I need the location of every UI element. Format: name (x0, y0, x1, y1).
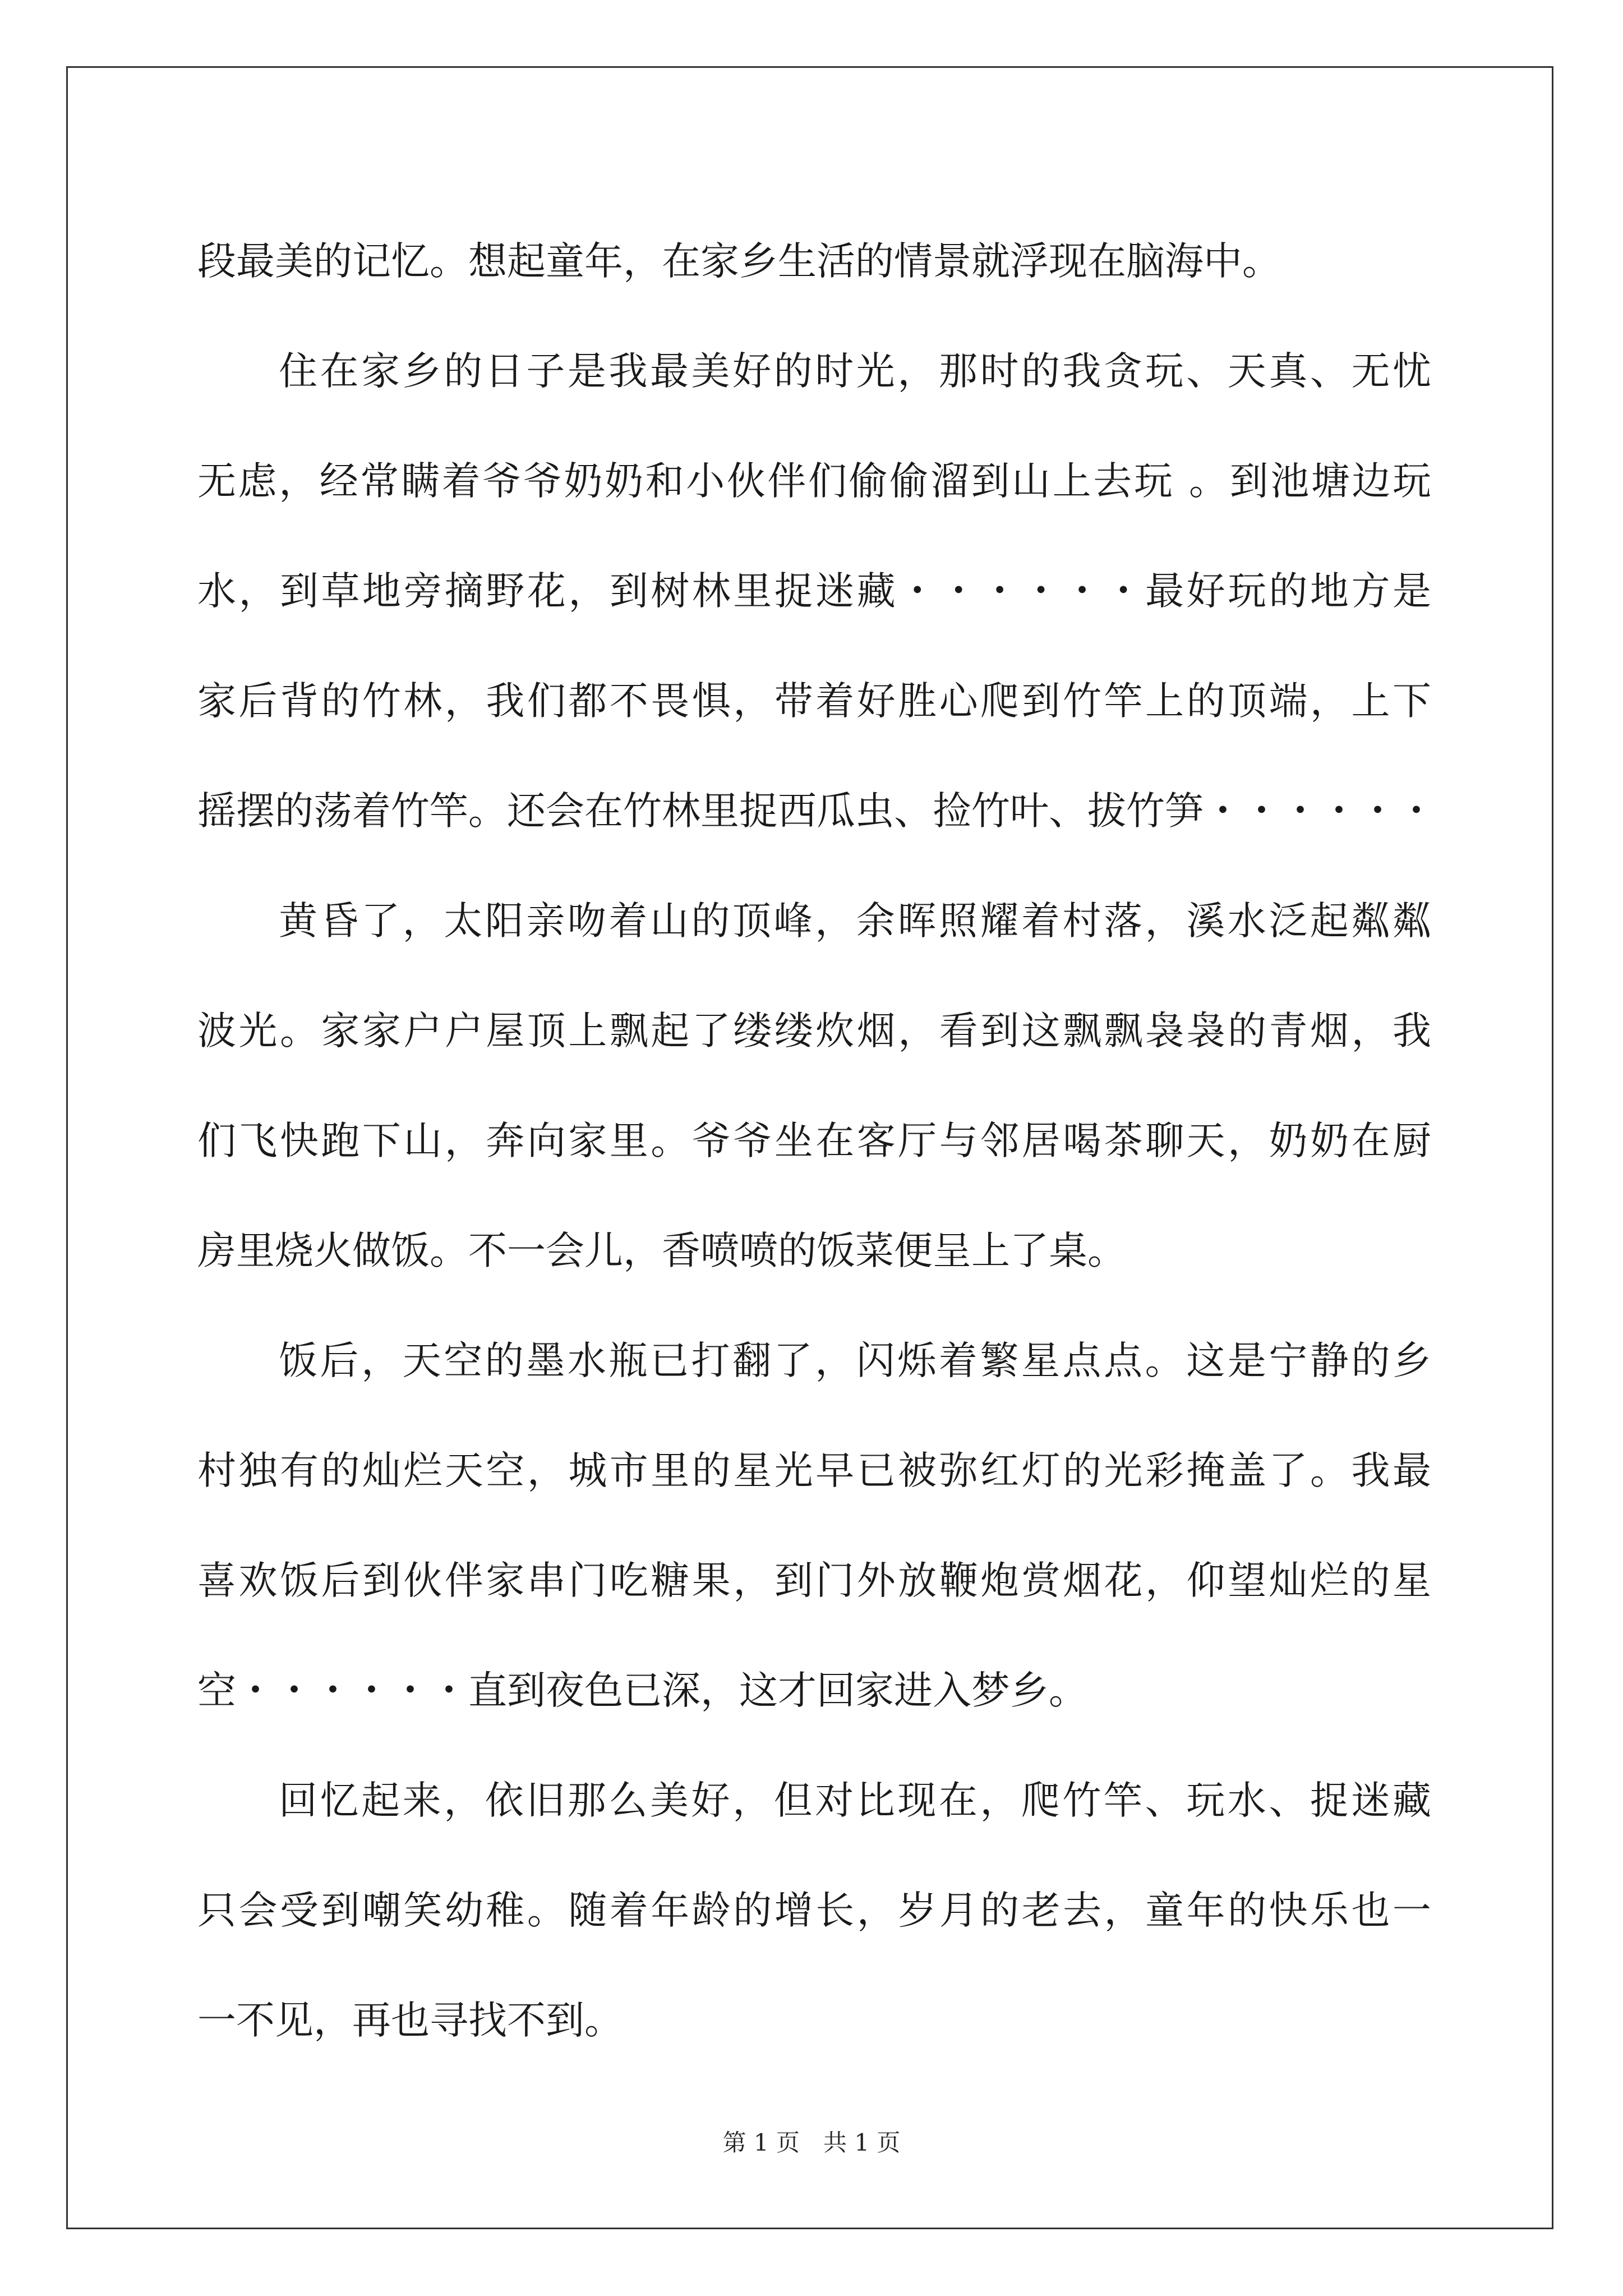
text-line-7: 黄昏了，太阳亲吻着山的顶峰，余晖照耀着村落，溪水泛起粼粼 (279, 899, 1431, 944)
text-line-13: 喜欢饭后到伙伴家串门吃糖果，到门外放鞭炮赏烟花，仰望灿烂的星 (197, 1558, 1431, 1603)
text-line-15: 回忆起来，依旧那么美好，但对比现在，爬竹竿、玩水、捉迷藏 (279, 1778, 1431, 1823)
text-line-11: 饭后，天空的墨水瓶已打翻了，闪烁着繁星点点。这是宁静的乡 (279, 1338, 1431, 1383)
text-line-12: 村独有的灿烂天空，城市里的星光早已被弥红灯的光彩掩盖了。我最 (197, 1448, 1431, 1493)
text-line-4: 水，到草地旁摘野花，到树林里捉迷藏・・・・・・最好玩的地方是 (197, 569, 1431, 614)
text-line-9: 们飞快跑下山，奔向家里。爷爷坐在客厅与邻居喝茶聊天，奶奶在厨 (197, 1119, 1431, 1163)
text-line-10: 房里烧火做饭。不一会儿，香喷喷的饭菜便呈上了桌。 (197, 1228, 1126, 1273)
text-line-17: 一不见，再也寻找不到。 (197, 1998, 623, 2043)
essay-body (197, 206, 1436, 2076)
text-line-14: 空・・・・・・直到夜色已深，这才回家进入梦乡。 (197, 1668, 1087, 1713)
text-line-1: 段最美的记忆。想起童年，在家乡生活的情景就浮现在脑海中。 (197, 239, 1281, 284)
text-line-5: 家后背的竹林，我们都不畏惧，带着好胜心爬到竹竿上的顶端，上下 (197, 679, 1431, 724)
text-line-16: 只会受到嘲笑幼稚。随着年龄的增长，岁月的老去，童年的快乐也一 (197, 1888, 1431, 1933)
text-line-2: 住在家乡的日子是我最美好的时光，那时的我贪玩、天真、无忧 (279, 349, 1431, 394)
text-line-6: 摇摆的荡着竹竿。还会在竹林里捉西瓜虫、捡竹叶、拔竹笋・・・・・・ (197, 789, 1436, 834)
text-line-3: 无虑，经常瞒着爷爷奶奶和小伙伴们偷偷溜到山上去玩 。到池塘边玩 (197, 459, 1431, 504)
page-number: 第 1 页 共 1 页 (722, 2129, 901, 2156)
text-line-8: 波光。家家户户屋顶上飘起了缕缕炊烟，看到这飘飘袅袅的青烟，我 (197, 1009, 1431, 1053)
